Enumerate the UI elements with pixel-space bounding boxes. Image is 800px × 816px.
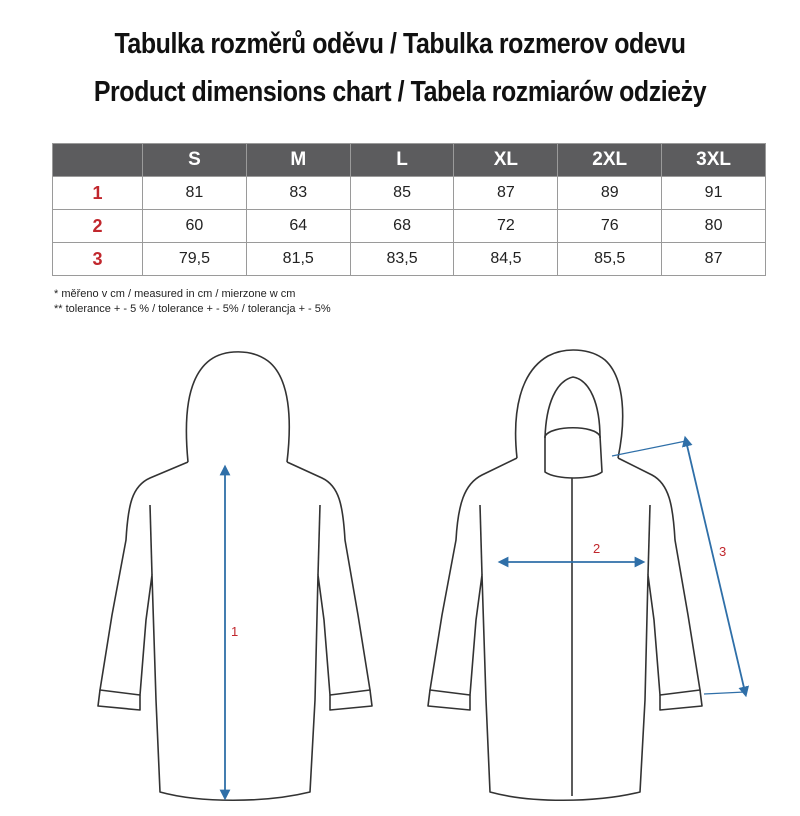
header-cell-2xl: 2XL [558,144,662,177]
header-cell-empty [53,144,143,177]
table-cell: 79,5 [143,243,247,276]
table-cell: 85 [350,177,454,210]
header-cell-s: S [143,144,247,177]
table-cell: 87 [662,243,766,276]
coat-drawing [0,330,800,816]
table-cell: 64 [246,210,350,243]
table-cell: 60 [143,210,247,243]
hood-back [186,352,289,462]
hood-front [516,350,623,458]
table-cell: 89 [558,177,662,210]
table-cell: 87 [454,177,558,210]
size-table-header-row [53,144,766,177]
table-cell: 80 [662,210,766,243]
measure-label-1: 1 [231,624,239,639]
size-table [52,143,766,276]
table-cell: 72 [454,210,558,243]
coat-back-view [98,352,372,800]
table-cell: 83,5 [350,243,454,276]
header-cell-l: L [350,144,454,177]
title-line-2: Product dimensions chart / Tabela rozmiarów odzieży [93,76,707,108]
table-cell: 85,5 [558,243,662,276]
header-cell-3xl: 3XL [662,144,766,177]
row-label: 1 [53,177,143,210]
coat-front-body [430,458,700,800]
table-cell: 81 [143,177,247,210]
title-line-1: Tabulka rozměrů oděvu / Tabulka rozmerov odevu [114,28,686,60]
header-cell-xl: XL [454,144,558,177]
table-cell: 83 [246,177,350,210]
table-cell: 68 [350,210,454,243]
measure-label-2: 2 [593,541,601,556]
table-cell: 81,5 [246,243,350,276]
table-cell: 91 [662,177,766,210]
measure-line-1 [225,470,238,795]
table-cell: 84,5 [454,243,558,276]
row-label: 2 [53,210,143,243]
header-cell-m: M [246,144,350,177]
collar [545,428,602,478]
table-row [53,243,766,276]
coat-front-view [428,350,702,800]
table-row [53,177,766,210]
note-measured: * měřeno v cm / measured in cm / mierzone w cm [54,288,296,300]
table-cell: 76 [558,210,662,243]
row-label: 3 [53,243,143,276]
note-tolerance: ** tolerance + - 5 % / tolerance + - 5% / tolerancja + - 5% [54,303,331,315]
measure-line-3 [612,441,745,694]
measure-label-3: 3 [719,544,727,559]
table-row [53,210,766,243]
